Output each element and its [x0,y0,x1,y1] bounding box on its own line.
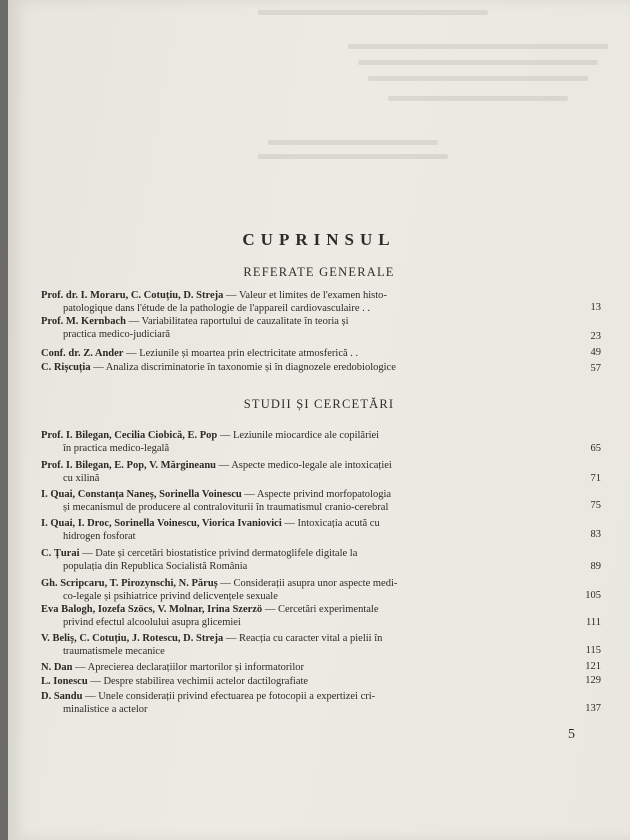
entry-title-cont: minalistice a actelor [63,704,148,716]
entry-authors: N. Dan [41,662,73,673]
entry-page-number: 105 [585,590,601,601]
toc-entry [41,429,553,455]
show-through-text [8,0,630,190]
entry-page-number: 65 [590,443,601,454]
entry-page-number: 23 [590,331,601,342]
toc-entry [41,690,553,716]
entry-title: — Analiza discriminatorie în taxonomie și în diagnozele eredobiologice [90,362,396,373]
entry-page-number: 49 [590,347,601,358]
entry-authors: V. Beliș, C. Cotuțiu, J. Rotescu, D. Streja [41,633,224,644]
entry-title-cont: traumatismele mecanice [63,646,165,658]
entry-authors: Gh. Scripcaru, T. Pirozynschi, N. Păruș [41,578,218,589]
entry-authors: I. Quai, I. Droc, Sorinella Voinescu, Viorica Ivaniovici [41,518,282,529]
toc-entry [41,661,553,674]
entry-title-cont: și mecanismul de producere al contraloviturii în traumatismul cranio-cerebral [63,502,389,514]
entry-authors: I. Quai, Constanța Naneș, Sorinella Voinescu [41,489,242,500]
entry-authors: L. Ionescu [41,676,88,687]
entry-page-number: 75 [590,500,601,511]
entry-title: — Aspecte medico-legale ale intoxicației [216,460,392,471]
entry-title-cont: populația din Republica Socialistă România [63,561,248,573]
entry-page-number: 13 [590,302,601,313]
toc-entry [41,547,553,573]
entry-title: — Intoxicația acută cu [281,518,380,529]
entry-title: — Aspecte privind morfopatologia [241,489,392,500]
entry-authors: Conf. dr. Z. Ander [41,348,124,359]
toc-entry [41,361,553,374]
entry-title-cont: cu xilină [63,473,100,485]
entry-authors: D. Sandu [41,691,83,702]
entry-page-number: 71 [590,473,601,484]
toc-entry [41,488,553,514]
entry-title-cont: practica medico-judiciară [63,329,170,341]
folio-page-number: 5 [568,727,575,742]
page-title: CUPRINSUL [242,230,396,249]
entry-title: — Despre stabilirea vechimii actelor dactilografiate [87,676,309,687]
toc-entry [41,632,553,658]
entry-title: — Aprecierea declarațiilor martorilor și informatorilor [72,662,305,673]
entry-authors: Prof. M. Kernbach [41,316,126,327]
entry-title: — Unele considerații privind efectuarea pe fotocopii a expertizei cri- [82,691,376,702]
toc-entry [41,517,553,543]
entry-page-number: 57 [590,363,601,374]
entry-title: — Considerații asupra unor aspecte medi- [217,578,398,589]
toc-entry [41,577,553,603]
toc-entry [41,459,553,485]
entry-page-number: 111 [586,617,601,628]
section-heading-referate: REFERATE GENERALE [243,265,395,279]
section-heading-studii: STUDII ȘI CERCETĂRI [243,397,395,411]
entry-authors: Prof. I. Bilegan, E. Pop, V. Mărgineanu [41,460,217,471]
entry-title-cont: privind efectul alcoolului asupra glicemiei [63,617,241,629]
entry-page-number: 137 [585,703,601,714]
entry-page-number: 89 [590,561,601,572]
entry-authors: C. Țurai [41,548,80,559]
entry-page-number: 129 [585,675,601,686]
entry-title-cont: co-legale și psihiatrice privind delicvențele sexuale [63,591,278,603]
toc-entry [41,603,553,629]
entry-title-cont: în practica medico-legală [63,443,170,455]
book-page [8,0,630,840]
entry-title-cont: hidrogen fosforat [63,531,136,543]
entry-authors: Prof. dr. I. Moraru, C. Cotuțiu, D. Streja [41,290,224,301]
entry-page-number: 115 [585,645,601,656]
entry-authors: C. Rișcuția [41,362,91,373]
entry-title-cont: patologique dans l'étude de la pathologie de l'appareil cardiovasculaire . . [63,303,371,315]
entry-title: — Reacția cu caracter vital a pielii în [223,633,383,644]
entry-authors: Prof. I. Bilegan, Cecilia Ciobică, E. Pop [41,430,218,441]
entry-title: — Cercetări experimentale [262,604,379,615]
toc-entry [41,315,553,341]
toc-entry [41,347,553,360]
toc-entry [41,289,553,315]
entry-authors: Eva Balogh, Iozefa Szöcs, V. Molnar, Irina Szerzö [41,604,263,615]
entry-page-number: 83 [590,529,601,540]
entry-title: — Valeur et limites de l'examen histo- [223,290,387,301]
entry-title: — Date și cercetări biostatistice privind dermatoglifele digitale la [79,548,358,559]
entry-title: — Leziunile și moartea prin electricitate atmosferică . . [123,348,359,359]
entry-title: — Leziunile miocardice ale copilăriei [217,430,380,441]
entry-title: — Variabilitatea raportului de cauzalitate în teoria și [125,316,349,327]
entry-page-number: 121 [585,661,601,672]
toc-entry [41,675,553,688]
